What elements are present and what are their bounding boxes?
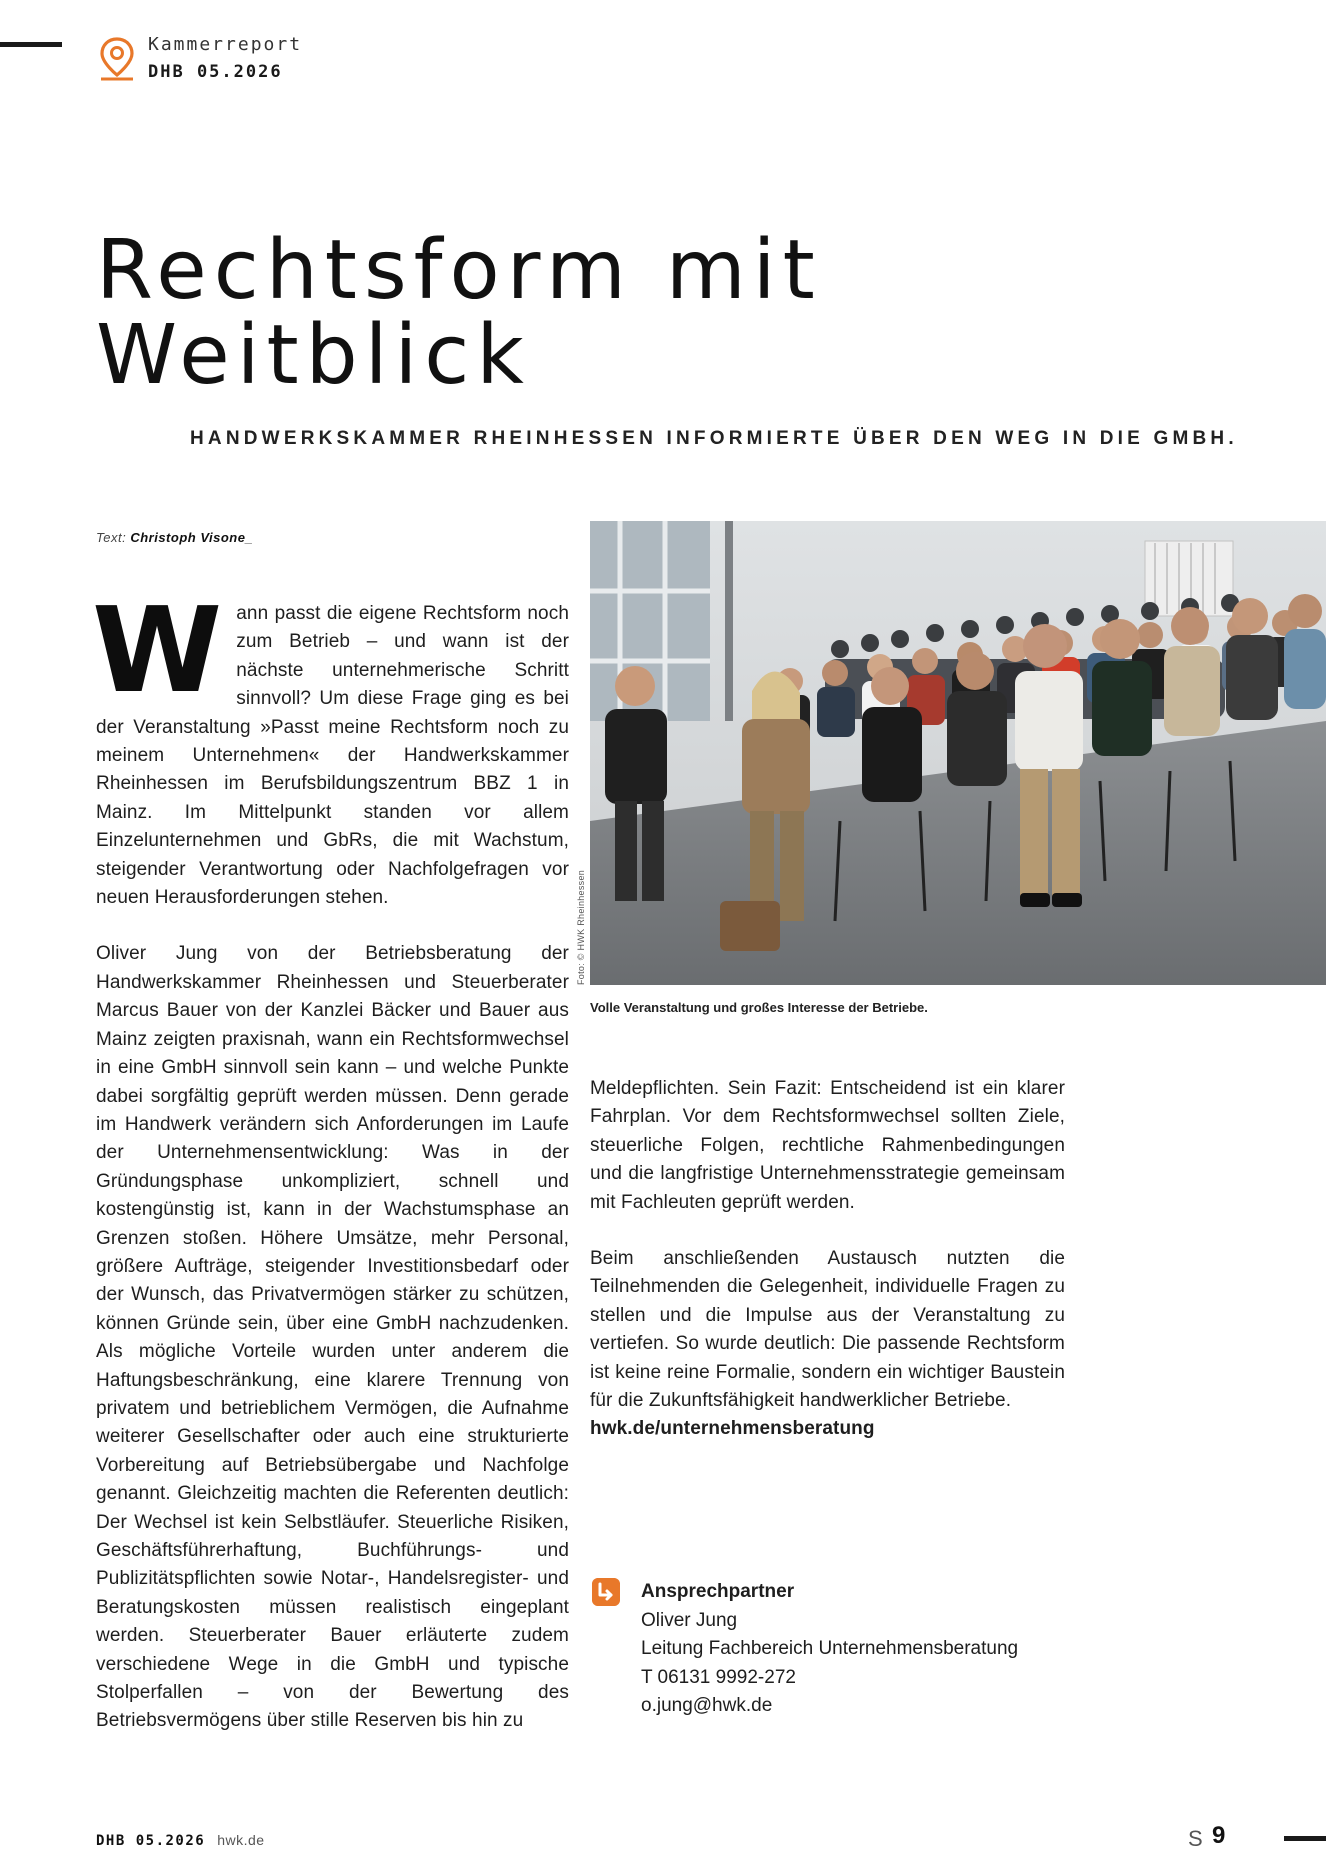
- page-number: 9: [1212, 1822, 1226, 1849]
- contact-role: Leitung Fachbereich Unternehmensberatung: [641, 1638, 1019, 1659]
- paragraph-2: Oliver Jung von der Betriebsberatung der Handwerkskammer Rheinhessen und Steuerberater Marcus Bauer von der Kanzlei Bäcker und Bauer aus Mainz zeigten praxisnah, wann ein Rechtsformwechsel in eine GmbH sinnvoll sein kann – und welche Punkte dabei sorgfältig geprüft werden müssen. Denn gerade im Handwerk verändern sich Anforderungen im Laufe der Unternehmensentwicklung: Was in der Gründungsphase unkompliziert, schnell und kostengünstig ist, kann in der Wachstumsphase an Grenzen stoßen. Höhere Umsätze, mehr Personal, größere Aufträge, steigender Investitionsbedarf oder der Wunsch, das Privatvermögen stärker zu schützen, können Gründe sein, über eine GmbH nachzudenken. Als mögliche Vorteile wurden unter anderem die Haftungsbeschränkung, eine klarere Trennung von privatem und betrieblichem Vermögen, die Aufnahme weiterer Gesellschafter oder auch eine strukturierte Vorbereitung auf Betriebsübergabe und Nachfolge genannt. Gleichzeitig machten die Referenten deutlich: Der Wechsel ist kein Selbstläufer. Steuerliche Risiken, Geschäftsführerhaftung, Buchführungs- und Publizitätspflichten sowie Notar-, Handelsregister- und Beratungskosten müssen realistisch eingeplant werden. Steuerberater Bauer erläuterte zudem verschiedene Wege in die GmbH und typische Stolperfallen – von der Bewertung des Betriebsvermögens über stille Reserven bis hin zu: [96, 943, 569, 1732]
- title-line-1: Rechtsform mit: [96, 223, 822, 318]
- event-photo: [590, 521, 1326, 985]
- top-rule: [0, 42, 62, 47]
- byline-suffix: _: [245, 530, 254, 545]
- byline-author: Christoph Visone: [130, 530, 246, 545]
- paragraph-1: [92, 581, 569, 912]
- arrow-down-right-icon: [592, 1578, 620, 1606]
- audience-illustration: [590, 521, 1326, 985]
- photo-credit: Foto: © HWK Rheinhessen: [576, 869, 586, 985]
- contact-heading: Ansprechpartner: [641, 1581, 795, 1602]
- issue-label: DHB 05.2026: [148, 62, 283, 82]
- right-column: [590, 1075, 1065, 1444]
- contact-phone[interactable]: T 06131 9992-272: [641, 1666, 796, 1688]
- contact-box: [641, 1578, 1018, 1721]
- footer-site[interactable]: hwk.de: [217, 1832, 265, 1848]
- page-prefix: S: [1188, 1826, 1203, 1851]
- footer-issue: DHB 05.2026: [96, 1833, 206, 1849]
- paragraph-1-text: ann passt die eigene Rechtsform noch zum Betrieb – und wann ist der nächste unternehmerische Schritt sinnvoll? Um diese Frage ging es bei der Veranstaltung »Passt meine Rechtsform noch zu meinem Unternehmen« der Handwerkskammer Rheinhessen im Berufsbildungszentrum BBZ 1 in Mainz. Im Mittelpunkt standen vor allem Einzelunternehmen und GbRs, die mit Wachstum, steigender Verantwortung oder Nachfolgefragen vor neuen Herausforderungen stehen.: [96, 603, 569, 909]
- byline-prefix: Text:: [96, 530, 131, 545]
- left-column: [92, 581, 569, 1736]
- paragraph-3: Meldepflichten. Sein Fazit: Entscheidend ist ein klarer Fahrplan. Vor dem Rechtsformwechsel sollten Ziele, steuerliche Folgen, rechtliche Rahmenbedingungen und die langfristige Unternehmensstrategie gemeinsam mit Fachleuten geprüft werden.: [590, 1078, 1065, 1213]
- paragraph-4: [590, 1245, 1065, 1444]
- contact-name: Oliver Jung: [641, 1609, 738, 1631]
- section-label: Kammerreport: [148, 34, 303, 55]
- contact-email[interactable]: o.jung@hwk.de: [641, 1695, 773, 1716]
- article-title: [96, 223, 822, 403]
- dropcap: W: [92, 581, 223, 719]
- title-line-2: Weitblick: [96, 308, 531, 403]
- photo-caption: Volle Veranstaltung und großes Interesse der Betriebe.: [590, 1000, 928, 1015]
- web-link[interactable]: hwk.de/unternehmensberatung: [590, 1418, 875, 1440]
- bottom-rule: [1284, 1836, 1326, 1841]
- paragraph-4-text: Beim anschließenden Austausch nutzten die Teilnehmenden die Gelegenheit, individuelle Fragen zu stellen und die Impulse aus der Veranstaltung zu vertiefen. So wurde deutlich: Die passende Rechtsform ist keine reine Formalie, sondern ein wichtiger Baustein für die Zukunftsfähigkeit handwerklicher Betriebe.: [590, 1248, 1065, 1412]
- article-subtitle: HANDWERKSKAMMER RHEINHESSEN INFORMIERTE ÜBER DEN WEG IN DIE GMBH.: [190, 428, 1238, 449]
- footer: [96, 1832, 265, 1849]
- location-pin-icon: [98, 36, 136, 82]
- byline: [96, 530, 253, 545]
